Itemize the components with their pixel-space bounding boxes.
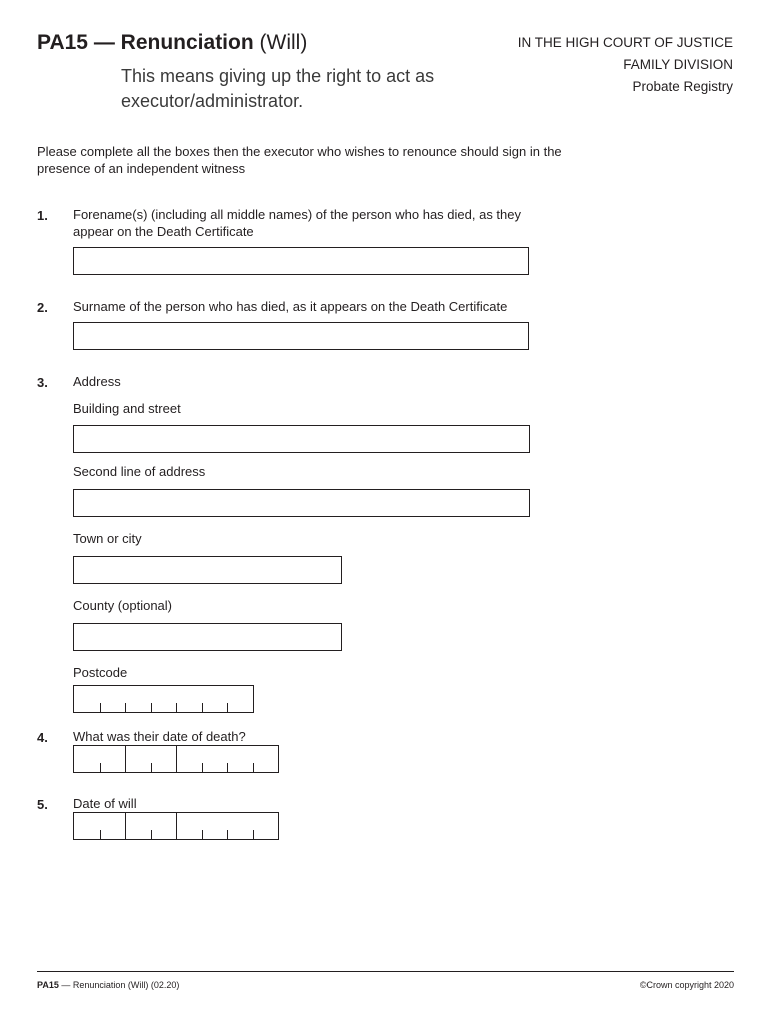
date-of-death-month-2[interactable] xyxy=(151,746,177,772)
postcode-box-1[interactable] xyxy=(74,686,100,712)
footer-form-code: PA15 xyxy=(37,980,59,990)
second-line-field[interactable] xyxy=(73,489,530,517)
date-of-will-month-1[interactable] xyxy=(125,813,151,839)
court-heading xyxy=(518,32,733,98)
question-4-number: 4. xyxy=(37,730,48,745)
date-of-will-day-1[interactable] xyxy=(74,813,100,839)
forenames-field[interactable] xyxy=(73,247,529,275)
date-of-will-month-2[interactable] xyxy=(151,813,177,839)
question-5-text: Date of will xyxy=(73,796,137,811)
title-suffix: (Will) xyxy=(259,31,308,54)
title-dash: — xyxy=(93,31,115,54)
postcode-box-3[interactable] xyxy=(125,686,151,712)
postcode-box-4[interactable] xyxy=(151,686,177,712)
date-of-will-year-3[interactable] xyxy=(227,813,253,839)
date-of-death-month-1[interactable] xyxy=(125,746,151,772)
form-subtitle: This means giving up the right to act as executor/administrator. xyxy=(121,66,435,111)
postcode-box-7[interactable] xyxy=(227,686,253,712)
date-of-death-year-4[interactable] xyxy=(253,746,279,772)
date-of-will-year-4[interactable] xyxy=(253,813,279,839)
date-of-death-year-1[interactable] xyxy=(176,746,202,772)
postcode-label: Postcode xyxy=(73,665,128,680)
postcode-box-6[interactable] xyxy=(202,686,228,712)
town-city-field[interactable] xyxy=(73,556,342,584)
date-of-will-boxes[interactable] xyxy=(73,812,279,840)
form-code: PA15 xyxy=(37,31,88,54)
building-street-label: Building and street xyxy=(73,401,181,416)
question-4-text: What was their date of death? xyxy=(73,729,246,744)
question-5-number: 5. xyxy=(37,797,48,812)
footer-copyright: ©Crown copyright 2020 xyxy=(639,980,734,990)
question-1-number: 1. xyxy=(37,208,48,223)
question-1-text: Forename(s) (including all middle names) of the person who has died, as they appear on the Death Certificate xyxy=(73,207,522,239)
building-street-field[interactable] xyxy=(73,425,530,453)
date-of-death-day-1[interactable] xyxy=(74,746,100,772)
court-line-3: Probate Registry xyxy=(632,79,733,94)
second-line-label: Second line of address xyxy=(73,464,206,479)
date-of-will-year-1[interactable] xyxy=(176,813,202,839)
postcode-boxes[interactable] xyxy=(73,685,254,713)
postcode-box-2[interactable] xyxy=(100,686,126,712)
date-of-will-day-2[interactable] xyxy=(100,813,126,839)
date-of-death-year-3[interactable] xyxy=(227,746,253,772)
date-of-will-year-2[interactable] xyxy=(202,813,228,839)
intro-instructions: Please complete all the boxes then the executor who wishes to renounce should sign in the presence of an independent witness xyxy=(37,144,562,176)
court-line-1: IN THE HIGH COURT OF JUSTICE xyxy=(517,35,733,50)
town-city-label: Town or city xyxy=(73,531,142,546)
title-main: Renunciation xyxy=(120,31,254,54)
date-of-death-boxes[interactable] xyxy=(73,745,279,773)
question-3-text: Address xyxy=(73,374,121,389)
form-title xyxy=(37,31,307,55)
footer-form-description: — Renunciation (Will) (02.20) xyxy=(61,980,180,990)
question-2-text: Surname of the person who has died, as it appears on the Death Certificate xyxy=(73,299,508,314)
question-2-number: 2. xyxy=(37,300,48,315)
footer-divider xyxy=(37,971,734,972)
court-line-2: FAMILY DIVISION xyxy=(623,57,733,72)
surname-field[interactable] xyxy=(73,322,529,350)
county-field[interactable] xyxy=(73,623,342,651)
county-label: County (optional) xyxy=(73,598,172,613)
date-of-death-year-2[interactable] xyxy=(202,746,228,772)
date-of-death-day-2[interactable] xyxy=(100,746,126,772)
postcode-box-5[interactable] xyxy=(176,686,202,712)
footer-form-reference xyxy=(37,980,179,990)
question-3-number: 3. xyxy=(37,375,48,390)
